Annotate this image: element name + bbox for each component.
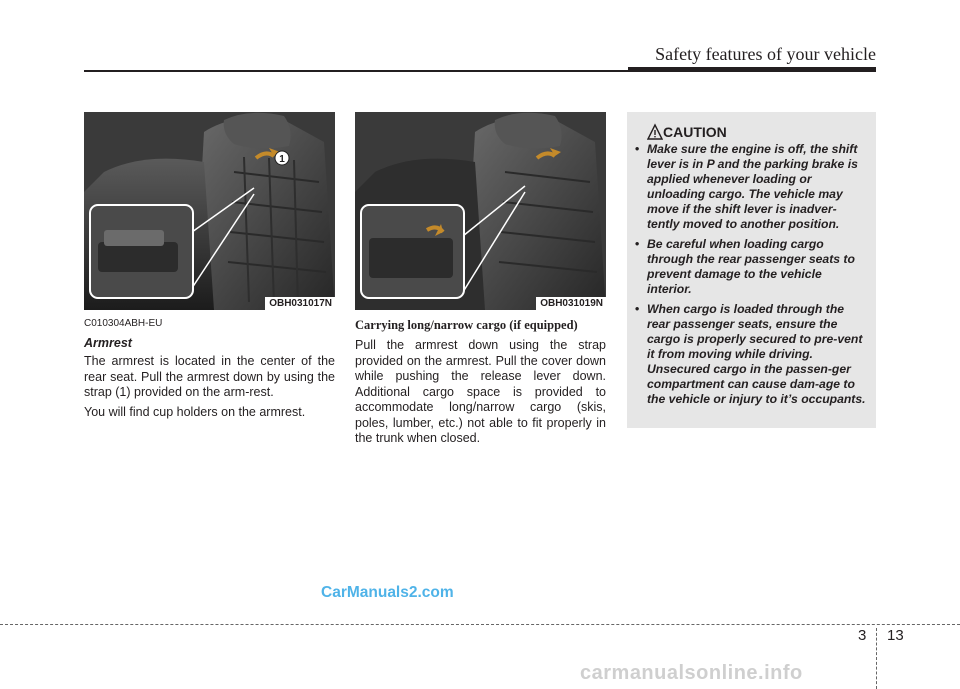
armrest-paragraph: You will find cup holders on the armrest. [84,404,306,419]
callout-number: 1 [279,154,285,165]
section-heading: Carrying long/narrow cargo (if equipped) [355,318,578,332]
rear-seat-armrest-photo [84,112,335,310]
figure-code: OBH031017N [265,297,335,310]
header-rule-accent [628,67,876,72]
page-number-separator [876,628,877,689]
rear-seat-illustration [84,112,335,310]
caution-item: • When cargo is loaded through the rear passenger seats, ensure the cargo is properly secured to pre-vent it from moving while driving. Unsecured cargo in the passen-ger compartment can cause dam-age to the vehicle or injury to it’s occupants. [635,302,866,406]
caution-title: CAUTION [663,124,727,140]
caution-list [635,142,869,412]
cargo-section [355,318,606,451]
figure-code: OBH031019N [536,297,606,310]
warning-triangle-icon [647,122,663,142]
caution-box [627,112,876,428]
chapter-number: 3 [858,627,867,644]
section-code: C010304ABH-EU [84,318,163,329]
header-title: Safety features of your vehicle [655,44,876,64]
armrest-paragraph: The armrest is located in the center of the rear seat. Pull the armrest down by using the strap (1) provided on the arm-rest. [84,354,335,399]
watermark-link[interactable]: CarManuals2.com [321,584,454,601]
caution-item: • Make sure the engine is off, the shift lever is in P and the parking brake is applied whenever loading or unloading cargo. The vehicle may move if the shift lever is inadver-tently moved to another position. [635,142,858,231]
section-heading: Armrest [84,336,132,350]
page-number: 13 [887,627,904,644]
cargo-passthrough-photo [355,112,606,310]
armrest-section [84,318,335,424]
footer-rule [0,624,960,625]
cargo-paragraph: Pull the armrest down using the strap provided on the armrest. Pull the cover down while pushing the release lever down. Additional cargo space is provided to accommodate long/narrow cargo (skis, poles, lumber, etc.) not able to fit properly in the trunk when closed. [355,338,606,445]
cargo-passthrough-illustration [355,112,606,310]
caution-item: • Be careful when loading cargo through the rear passenger seats to prevent damage to the vehicle interior. [635,237,855,296]
bottom-watermark: carmanualsonline.info [580,662,803,684]
